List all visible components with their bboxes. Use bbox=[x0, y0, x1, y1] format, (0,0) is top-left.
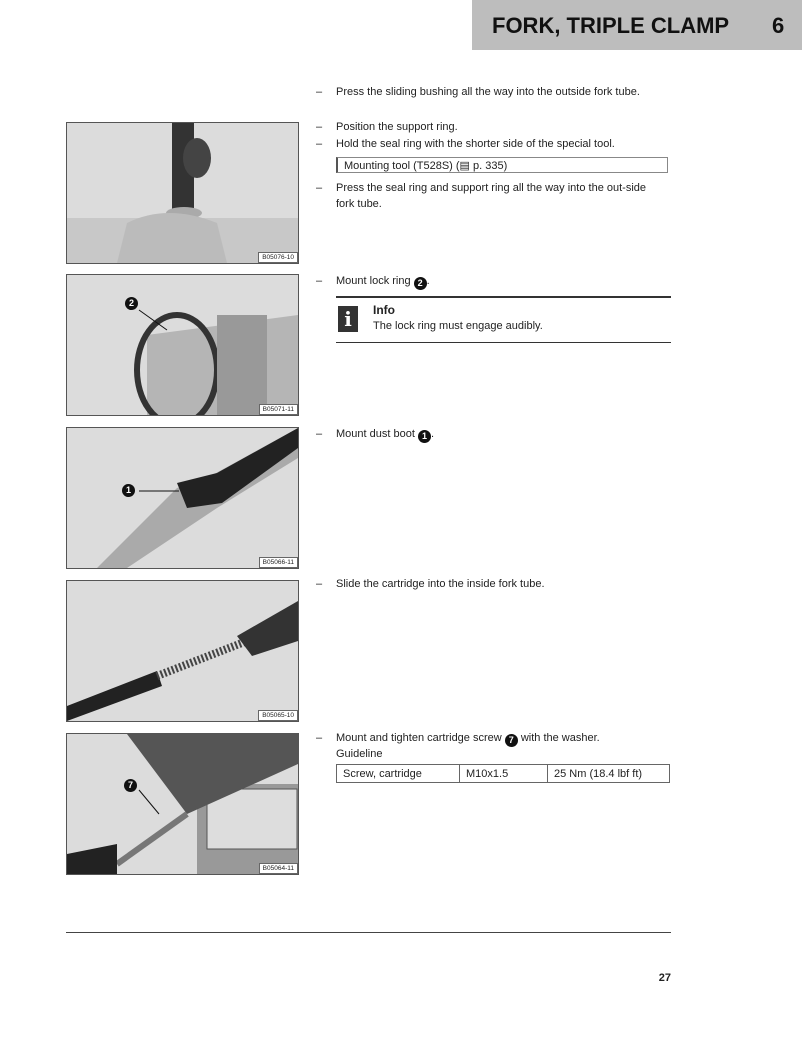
table-row bbox=[337, 765, 670, 783]
dash: – bbox=[316, 428, 323, 440]
info-text: The lock ring must engage audibly. bbox=[373, 320, 543, 332]
callout-2: 2 bbox=[125, 297, 138, 310]
step-press-seal bbox=[316, 180, 666, 212]
guideline-label bbox=[316, 746, 666, 762]
chapter-number: 6 bbox=[772, 13, 785, 38]
step-text: Mount dust boot bbox=[336, 428, 415, 440]
figure-caption: B05065-10 bbox=[258, 710, 298, 721]
page-number: 27 bbox=[658, 972, 671, 984]
table-cell: Screw, cartridge bbox=[337, 765, 460, 783]
callout-badge: 1 bbox=[418, 430, 431, 443]
callout-7: 7 bbox=[124, 779, 137, 792]
dash: – bbox=[316, 138, 323, 150]
chapter-title: FORK, TRIPLE CLAMP bbox=[492, 13, 730, 38]
step-position-ring bbox=[316, 119, 666, 135]
step-slide-cartridge bbox=[316, 576, 666, 592]
step-dust-boot: – Mount dust boot 1 . bbox=[316, 428, 435, 441]
figure-caption: B05071-11 bbox=[259, 404, 298, 415]
dash: – bbox=[316, 732, 323, 744]
step-text: Mount lock ring bbox=[336, 275, 411, 287]
table-cell: 25 Nm (18.4 lbf ft) bbox=[548, 765, 670, 783]
info-box bbox=[336, 296, 671, 343]
step-text: with the washer. bbox=[520, 732, 600, 744]
figure-sliding-bushing bbox=[66, 122, 299, 264]
table-cell: M10x1.5 bbox=[460, 765, 548, 783]
step-text: Mount and tighten cartridge screw bbox=[336, 732, 502, 744]
special-tool-box: Mounting tool (T528S) (▤ p. 335) bbox=[336, 157, 668, 173]
info-icon: i bbox=[338, 306, 358, 332]
footer-divider bbox=[66, 932, 671, 933]
step-hold-seal bbox=[316, 136, 666, 152]
figure-cartridge bbox=[66, 580, 299, 722]
guideline-text: Guideline bbox=[336, 748, 383, 760]
chapter-header bbox=[472, 0, 802, 50]
step-text: Press the seal ring and support ring all the way into the out-side fork tube. bbox=[336, 182, 647, 210]
callout-1: 1 bbox=[122, 484, 135, 497]
step-text: Position the support ring. bbox=[336, 121, 458, 133]
step-cartridge-screw bbox=[316, 730, 666, 747]
figure-caption: B05076-10 bbox=[258, 252, 298, 263]
dash: – bbox=[316, 578, 323, 590]
guideline-table bbox=[336, 764, 670, 783]
figure-lock-ring bbox=[66, 274, 299, 416]
step-press-bushing bbox=[316, 84, 666, 100]
figure-caption: B05064-11 bbox=[259, 863, 298, 874]
info-title: Info bbox=[373, 303, 395, 317]
figure-dust-boot bbox=[66, 427, 299, 569]
callout-badge: 2 bbox=[414, 277, 427, 290]
step-lock-ring: – Mount lock ring 2 . bbox=[316, 275, 430, 288]
figure-cartridge-screw bbox=[66, 733, 299, 875]
dash: – bbox=[316, 121, 323, 133]
step-text: Press the sliding bushing all the way into the outside fork tube. bbox=[336, 86, 640, 98]
callout-badge: 7 bbox=[505, 734, 518, 747]
step-text: Slide the cartridge into the inside fork tube. bbox=[336, 578, 545, 590]
step-text: Hold the seal ring with the shorter side of the special tool. bbox=[336, 138, 615, 150]
dash: – bbox=[316, 182, 323, 194]
dash: – bbox=[316, 275, 323, 287]
dash: – bbox=[316, 86, 323, 98]
figure-caption: B05066-11 bbox=[259, 557, 298, 568]
